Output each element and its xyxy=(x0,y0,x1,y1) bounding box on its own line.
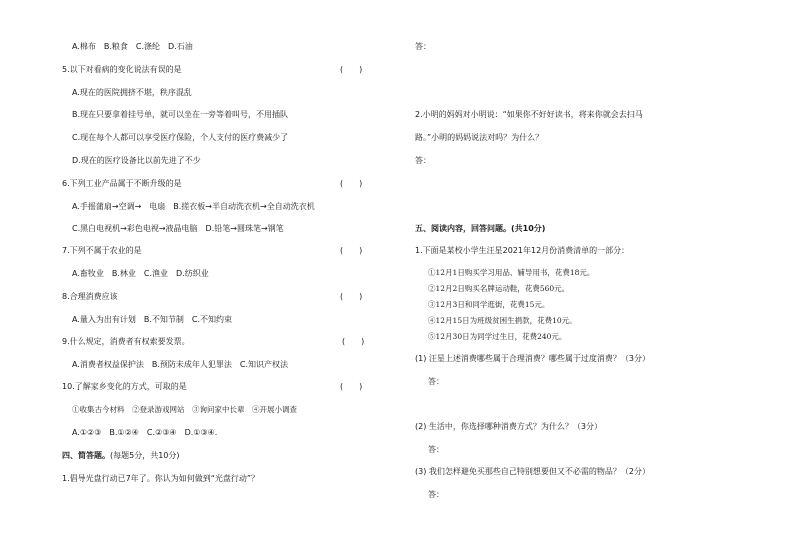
section5-header xyxy=(415,224,545,234)
list-item: ④12月15日为班级贫困生捐款，花费10元。 xyxy=(428,316,577,325)
q10-stem: 10.了解家乡变化的方式，可取的是 xyxy=(62,382,187,391)
sub-question-3: (3) 我们怎样避免买那些自己特别想要但又不必需的物品？（2分） xyxy=(415,467,650,476)
q5-option-b: B.现在只要拿着挂号单，就可以坐在一旁等着叫号，不用插队 xyxy=(72,110,289,119)
section5-title: 五、阅读内容，回答问题。 xyxy=(415,224,511,233)
q9-stem: 9.什么规定，消费者有权索要发票。 xyxy=(62,337,190,346)
answer-q2-label: 答： xyxy=(415,156,431,165)
q10-answer-paren[interactable]: ( ) xyxy=(340,382,363,391)
q5-option-d: D.现在的医疗设备比以前先进了不少 xyxy=(72,156,201,165)
q9-options: A.消费者权益保护法 B.预防未成年人犯罪法 C.知识产权法 xyxy=(72,360,289,369)
q5-answer-paren[interactable]: ( ) xyxy=(340,65,363,74)
list-item: ①12月1日购买学习用品、辅导用书，花费18元。 xyxy=(428,268,595,277)
q4-options: A.棉布 B.粮食 C.涤纶 D.石油 xyxy=(72,42,193,51)
section4-header xyxy=(62,451,180,461)
section4-title: 四、简答题。 xyxy=(62,451,110,460)
answer-top-label: 答： xyxy=(415,42,431,51)
q7-options: A.畜牧业 B.林业 C.渔业 D.纺织业 xyxy=(72,269,209,278)
q5-option-a: A.现在的医院拥挤不堪，秩序混乱 xyxy=(72,88,192,97)
q5-stem: 5.以下对看病的变化说法有误的是 xyxy=(62,65,182,74)
sub-question-2: (2) 生活中，你选择哪种消费方式？为什么？（3分） xyxy=(415,422,602,431)
list-item: ③12月3日和同学逛街，花费15元。 xyxy=(428,300,550,309)
section5-q1-stem: 1.下面是某校小学生汪星2021年12月份消费清单的一部分： xyxy=(415,246,630,255)
q6-answer-paren[interactable]: ( ) xyxy=(340,179,363,188)
q6-option-ab: A.手摇蒲扇→空调→ 电扇 B.搓衣板→半自动洗衣机→全自动洗衣机 xyxy=(72,202,315,211)
q8-stem: 8.合理消费应该 xyxy=(62,292,118,301)
list-item: ⑤12月30日为同学过生日，花费240元。 xyxy=(428,332,567,341)
q9-answer-paren[interactable]: ( ) xyxy=(342,337,365,346)
q5-option-c: C.现在每个人都可以享受医疗保险，个人支付的医疗费减少了 xyxy=(72,133,289,142)
q10-options: A.①②③ B.①②④ C.②③④ D.①③④. xyxy=(72,428,218,437)
section4-q2-line2: 路。”小明的妈妈说法对吗？为什么？ xyxy=(415,133,544,142)
q8-options: A.量入为出有计划 B.不知节制 C.不知约束 xyxy=(72,315,233,324)
sub-question-3-answer-label: 答： xyxy=(428,490,444,499)
section4-q1: 1.倡导光盘行动已7年了。你认为如何做到“光盘行动”？ xyxy=(62,474,260,483)
section4-score: (每题5分，共10分) xyxy=(110,451,180,460)
q7-answer-paren[interactable]: ( ) xyxy=(340,246,363,255)
q6-option-cd: C.黑白电视机→彩色电视→液晶电脑 D.铅笔→圆珠笔→钢笔 xyxy=(72,224,284,233)
q8-answer-paren[interactable]: ( ) xyxy=(340,292,363,301)
section4-q2-line1: 2.小明的妈妈对小明说：“如果你不好好读书，将来你就会去扫马 xyxy=(415,110,643,119)
q7-stem: 7.下列不属于农业的是 xyxy=(62,246,142,255)
sub-question-1: (1) 汪星上述消费哪些属于合理消费？哪些属于过度消费？（3分） xyxy=(415,354,650,363)
q10-items: ①收集古今材料 ②登录游戏网站 ③询问家中长辈 ④开展小调查 xyxy=(72,405,297,414)
sub-question-2-answer-label: 答： xyxy=(428,445,444,454)
list-item: ②12月2日购买名牌运动鞋，花费560元。 xyxy=(428,284,570,293)
sub-question-1-answer-label: 答： xyxy=(428,377,444,386)
q6-stem: 6.下列工业产品属于不断升级的是 xyxy=(62,179,182,188)
section5-score: (共10分) xyxy=(511,224,546,233)
